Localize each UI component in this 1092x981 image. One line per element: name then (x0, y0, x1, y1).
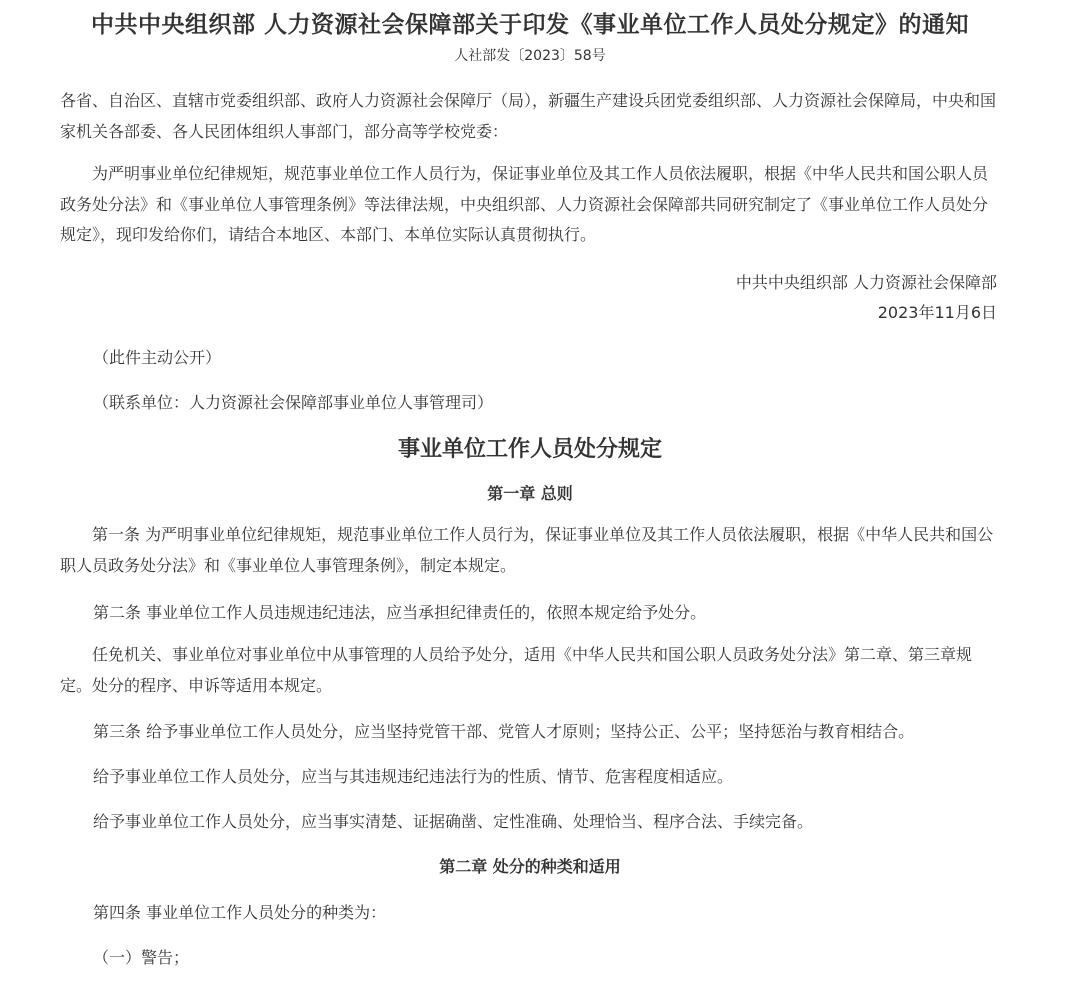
article-2-paragraph-2: 任免机关、事业单位对事业单位中从事管理的人员给予处分，适用《中华人民共和国公职人员政务处分法》第二章、第三章规定。处分的程序、申诉等适用本规定。 (60, 645, 973, 695)
document-title: 中共中央组织部 人力资源社会保障部关于印发《事业单位工作人员处分规定》的通知 (90, 12, 969, 38)
article-2: 第二条 事业单位工作人员违规违纪违法，应当承担纪律责任的，依照本规定给予处分。 (93, 603, 707, 622)
article-4-item-1: （一）警告； (93, 948, 190, 967)
article-1: 第一条 为严明事业单位纪律规矩，规范事业单位工作人员行为，保证事业单位及其工作人员依法履职，根据《中华人民共和国公职人员政务处分法》和《事业单位人事管理条例》，制定本规定。 (60, 525, 994, 575)
article-3: 第三条 给予事业单位工作人员处分，应当坚持党管干部、党管人才原则；坚持公正、公平；坚持惩治与教育相结合。 (93, 722, 915, 741)
contact-unit: （联系单位：人力资源社会保障部事业单位人事管理司） (93, 393, 494, 412)
notice-body-paragraph: 为严明事业单位纪律规矩，规范事业单位工作人员行为，保证事业单位及其工作人员依法履职，根据《中华人民共和国公职人员政务处分法》和《事业单位人事管理条例》等法律法规，中央组织部、人力资源社会保障部共同研究制定了《事业单位工作人员处分规定》，现印发给你们，请结合本地区、本部门、本单位实际认真贯彻执行。 (60, 164, 989, 244)
document-number: 人社部发〔2023〕58号 (454, 48, 606, 64)
article-4: 第四条 事业单位工作人员处分的种类为： (93, 903, 387, 922)
chapter-1-heading: 第一章 总则 (487, 484, 573, 503)
signature: 中共中央组织部 人力资源社会保障部 (735, 273, 997, 292)
public-note: （此件主动公开） (93, 348, 222, 367)
notice-date: 2023年11月6日 (877, 303, 997, 322)
article-3-paragraph-3: 给予事业单位工作人员处分，应当事实清楚、证据确凿、定性准确、处理恰当、程序合法、手续完备。 (93, 812, 814, 831)
recipients-paragraph: 各省、自治区、直辖市党委组织部、政府人力资源社会保障厅（局），新疆生产建设兵团党委组织部、人力资源社会保障局，中央和国家机关各部委、各人民团体组织人事部门，部分高等学校党委： (60, 91, 997, 141)
article-3-paragraph-2: 给予事业单位工作人员处分，应当与其违规违纪违法行为的性质、情节、危害程度相适应。 (93, 767, 734, 786)
chapter-2-heading: 第二章 处分的种类和适用 (439, 857, 621, 876)
regulation-title: 事业单位工作人员处分规定 (397, 437, 662, 462)
